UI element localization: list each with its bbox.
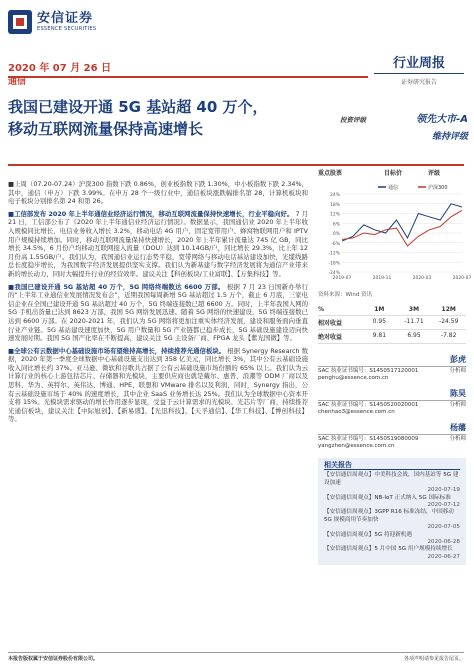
y-tick-label: 0% [332, 232, 340, 237]
related-item[interactable] [324, 472, 460, 494]
perf-cell: 9.81 [372, 332, 387, 339]
logo-cn: 安信证券 [37, 10, 94, 26]
perf-cell: 6.95 [407, 332, 421, 339]
head-label-stocks: 重点股票 [318, 170, 343, 177]
analyst-email[interactable]: chenhao3@essence.com.cn [318, 409, 395, 415]
related-reports [318, 458, 466, 565]
paragraph-3 [8, 283, 308, 343]
x-tick-label: 2019-11 [372, 276, 392, 281]
paragraph-4 [8, 347, 308, 424]
chart-svg [318, 180, 472, 288]
analyst-name: 陈昊 [450, 389, 466, 398]
related-item[interactable] [324, 532, 460, 547]
related-head: 相关报告 [324, 462, 460, 470]
paragraph-1-text: ■上周（07.20-07.24）沪深300 指数下跌 0.86%，创业板指数下跌 1.30%，中小板指数下跌 2.34%，其中，通信（申万）下跌 3.99%。在申万 28 个一级行业中，通信板块涨跌幅排名第 28，计算机板块和电子板块分别排名第 24 和第 26。 [8, 180, 308, 206]
head-label-grade: 评级 [428, 170, 441, 177]
paragraph-2-text: 7 月 21 日，工信部公布了《2020 年上半年通信业经济运行情况》。数据显示，我国通信业 2020 年上半年收入规模同比增长，电信业务收入增长 3.2%，移动电话 4G 用户、固定宽带用户、蜂窝物联网用户和 IPTV 用户规模持续增加。同时，移动互联网流量保持快速增长，2020 年上半年累计流量达 745 亿 GB，同比增长 34.5%，6 月份户均移动互联网接入流量（DOU）达到 10.14GB/户，同比增长 29.3%，比上年 12 月份高 1.55GB/户。我们认为，我国通信业运行态势平稳，宽带网络与移动电话基站建设加快，光缆线路总长度稳步增长，为我国数字经济发展提供坚实支撑。我们认为新基建与数字经济发展将为通信产业带来新的增长动力，同时大幅提升行业的经营效率。建议关注【科创板块/工业富联】、【万集科技】等。 [8, 209, 308, 278]
paragraph-3-head: ■我国已建设开通 5G 基站超 40 万个，5G 网络终端数达 6600 万部。 [8, 282, 225, 291]
title-line-2: 移动互联网流量保持高速增长 [8, 120, 204, 138]
perf-row-label: 相对收益 [318, 320, 343, 327]
title-line-1: 我国已建设开通 5G 基站超 40 万个， [8, 98, 268, 116]
perf-header-3: 12M [441, 306, 456, 313]
page-title [8, 96, 268, 140]
date-bar [8, 56, 368, 78]
analyst-3 [318, 422, 466, 450]
y-tick-label: -6% [331, 241, 340, 247]
footer [8, 652, 464, 662]
related-item-text: 【安信通信周观点】5 月中国 5G 用户规模持续增长 [324, 546, 453, 553]
x-tick-label: 2019-07 [332, 276, 352, 281]
section-divider [8, 164, 464, 166]
essence-logo-icon [8, 10, 32, 34]
analyst-cert: SAC 执业证书编号：S1450517120001 [318, 368, 419, 374]
table-row [318, 316, 466, 330]
related-item-date: 2020-06-28 [427, 539, 460, 546]
analyst-cert: SAC 执业证书编号：S1450520020001 [318, 402, 419, 408]
rating-label: 投资评级 [340, 116, 366, 124]
analyst-tag: 分析师 [449, 402, 466, 408]
analyst-email[interactable]: penghu@essence.com.cn [318, 375, 389, 381]
logo-en: ESSENCE SECURITIES [37, 25, 97, 32]
analyst-email[interactable]: yangzhen@essence.com.cn [318, 443, 395, 449]
perf-cell: -24.59 [439, 318, 459, 325]
y-tick-label: 18% [329, 202, 340, 208]
perf-cell: -7.82 [440, 332, 457, 339]
rating-value: 领先大市-A [416, 114, 468, 125]
report-date: 2020 年 07 月 26 日 [8, 63, 112, 74]
paragraph-2 [8, 210, 308, 279]
y-tick-label: -12% [328, 251, 340, 257]
industry-label: 通信 [8, 77, 27, 87]
logo [8, 10, 96, 34]
perf-cell: 0.95 [372, 318, 387, 325]
paragraph-4-head: ■全球公有云数据中心基础设施市场有望维持高增长，持续推荐光通信板块。 [8, 346, 226, 355]
rating-sub: 维持评级 [431, 132, 468, 142]
report-type-title: 行业周报 [374, 52, 464, 74]
analyst-tag: 分析师 [449, 368, 466, 374]
analyst-2 [318, 388, 466, 416]
sidebar [318, 180, 472, 565]
perf-row-label: 绝对收益 [318, 334, 343, 341]
head-label-target: 目标价 [384, 170, 403, 177]
y-tick-label: 6% [332, 222, 340, 228]
paragraph-1 [8, 180, 308, 206]
related-item-date: 2020-06-27 [427, 553, 460, 560]
y-tick-label: -18% [328, 261, 340, 267]
related-item[interactable] [324, 546, 460, 561]
rating-box [340, 110, 468, 142]
perf-header-0: % [318, 306, 325, 313]
perf-header-2: 3M [408, 306, 420, 313]
paragraph-2-head: ■工信部发布 2020 年上半年通信业经济运行情况，移动互联网流量保持快速增长，行业平稳向好。 [8, 209, 294, 218]
analyst-list [318, 354, 466, 450]
analyst-name: 杨藩 [450, 423, 466, 432]
report-type [374, 52, 464, 86]
footer-left: 本报告版权属于安信证券股份有限公司。 [8, 656, 99, 662]
related-item-text: 【安信通信周观点】3GPP R16 标准冻结，中国移动 5G 规模商用节奏加快 [324, 509, 454, 523]
analyst-cert: SAC 执业证书编号：S1450519080009 [318, 436, 419, 442]
perf-cell: -11.71 [404, 318, 424, 325]
report-type-sub: 证券研究报告 [400, 79, 437, 86]
related-item-text: 【安信通信周观点】5G 将迎新机遇 [324, 531, 412, 538]
performance-chart [318, 180, 472, 288]
paragraph-3-text: 根据 7 月 23 日国新办举行的“上半年工业通信业发展情况发布会”，近期我国每周新增 5G 基站超过 1.5 万个，截止 6 月底，三家电信企业在全国已建设开通 5G 基站超过 40 万个，5G 终端连接数已超 6600 万。同时，上半年我国入网的 5G 手机出货量已达到 8623 万部，我国 5G 网络发展迅速。随着 5G 网络的快速建设，5G 终端连接数已达到 6600 万部。在 2020-2021 年，我们认为 5G 网络将更加注重实体经济发展，建设和服务面向垂直行业产业链。5G 基站建设速度加快，5G 用户数量和 5G 产业链都已稳步成长，5G 基础设施建设迈向快速发展时期。我国 5G 国产化率在不断提高，建议关注 5G 主设备厂商、FPGA 龙头【紫光国微】等。 [8, 282, 308, 343]
y-tick-label: 24% [329, 193, 340, 198]
legend-label: 沪深300 [428, 185, 448, 191]
legend-label: 通信 [388, 185, 399, 191]
perf-header-row [318, 304, 466, 316]
x-tick-label: 2020-03 [412, 276, 432, 281]
analyst-name: 彭虎 [450, 355, 466, 364]
footer-right: 各项声明请参见报告尾页。 [403, 656, 464, 662]
y-tick-label: -24% [328, 271, 340, 276]
related-item-date: 2020-07-12 [427, 502, 460, 509]
chart-source: 资料来源：Wind 资讯 [318, 292, 373, 298]
paragraph-4-text: 根据 Synergy Research 数据，2020 年第一季度全球数据中心基础设施支出达到 358 亿美元，同比增长 3%，其中公有云基础设施收入同比增长约 37%。亚马逊、微软和谷歌共占据了公有云基础设施市场份额的 65% 以上。我们认为云计算行业的核心上游包括芯片、存储器和光模块，主要供应商也就是戴尔、惠普、浪潮等 ODM 厂商以及思科、华为、英特尔、英伟达、博通、HPE、联想和 VMware 排名以及利润，同时，Synergy 指出，公有云基础设施市场于 40% 的速度增长，其中企业 SaaS 业务增长达 25%。我们认为全球数据中心资本开支将 15%。光模块需求驱动的增长作用逐步显现，受益于云计算需求的光模块、光芯片等厂商，持续推荐光通信板块，建议关注【中际旭创】、【新易盛】、【光迅科技】、【天孚通信】、【华工科技】、【博创科技】等。 [8, 346, 308, 424]
x-tick-label: 2020-07 [452, 276, 472, 281]
perf-header-1: 1M [374, 306, 385, 313]
related-item[interactable] [324, 495, 460, 510]
analyst-1 [318, 354, 466, 382]
perf-table [318, 304, 466, 344]
related-item-text: 【安信通信周观点】中美科技会战，国内基站等 5G 建设加速 [324, 472, 459, 486]
analyst-tag: 分析师 [449, 436, 466, 442]
table-row [318, 330, 466, 344]
y-tick-label: 12% [329, 212, 340, 218]
related-item[interactable] [324, 509, 460, 531]
main-body [8, 180, 308, 428]
related-item-date: 2020-07-05 [427, 524, 460, 531]
related-item-text: 【安信通信周观点】NB-IoT 正式纳入 5G 国际标准 [324, 494, 451, 501]
related-item-date: 2020-07-19 [427, 487, 460, 494]
